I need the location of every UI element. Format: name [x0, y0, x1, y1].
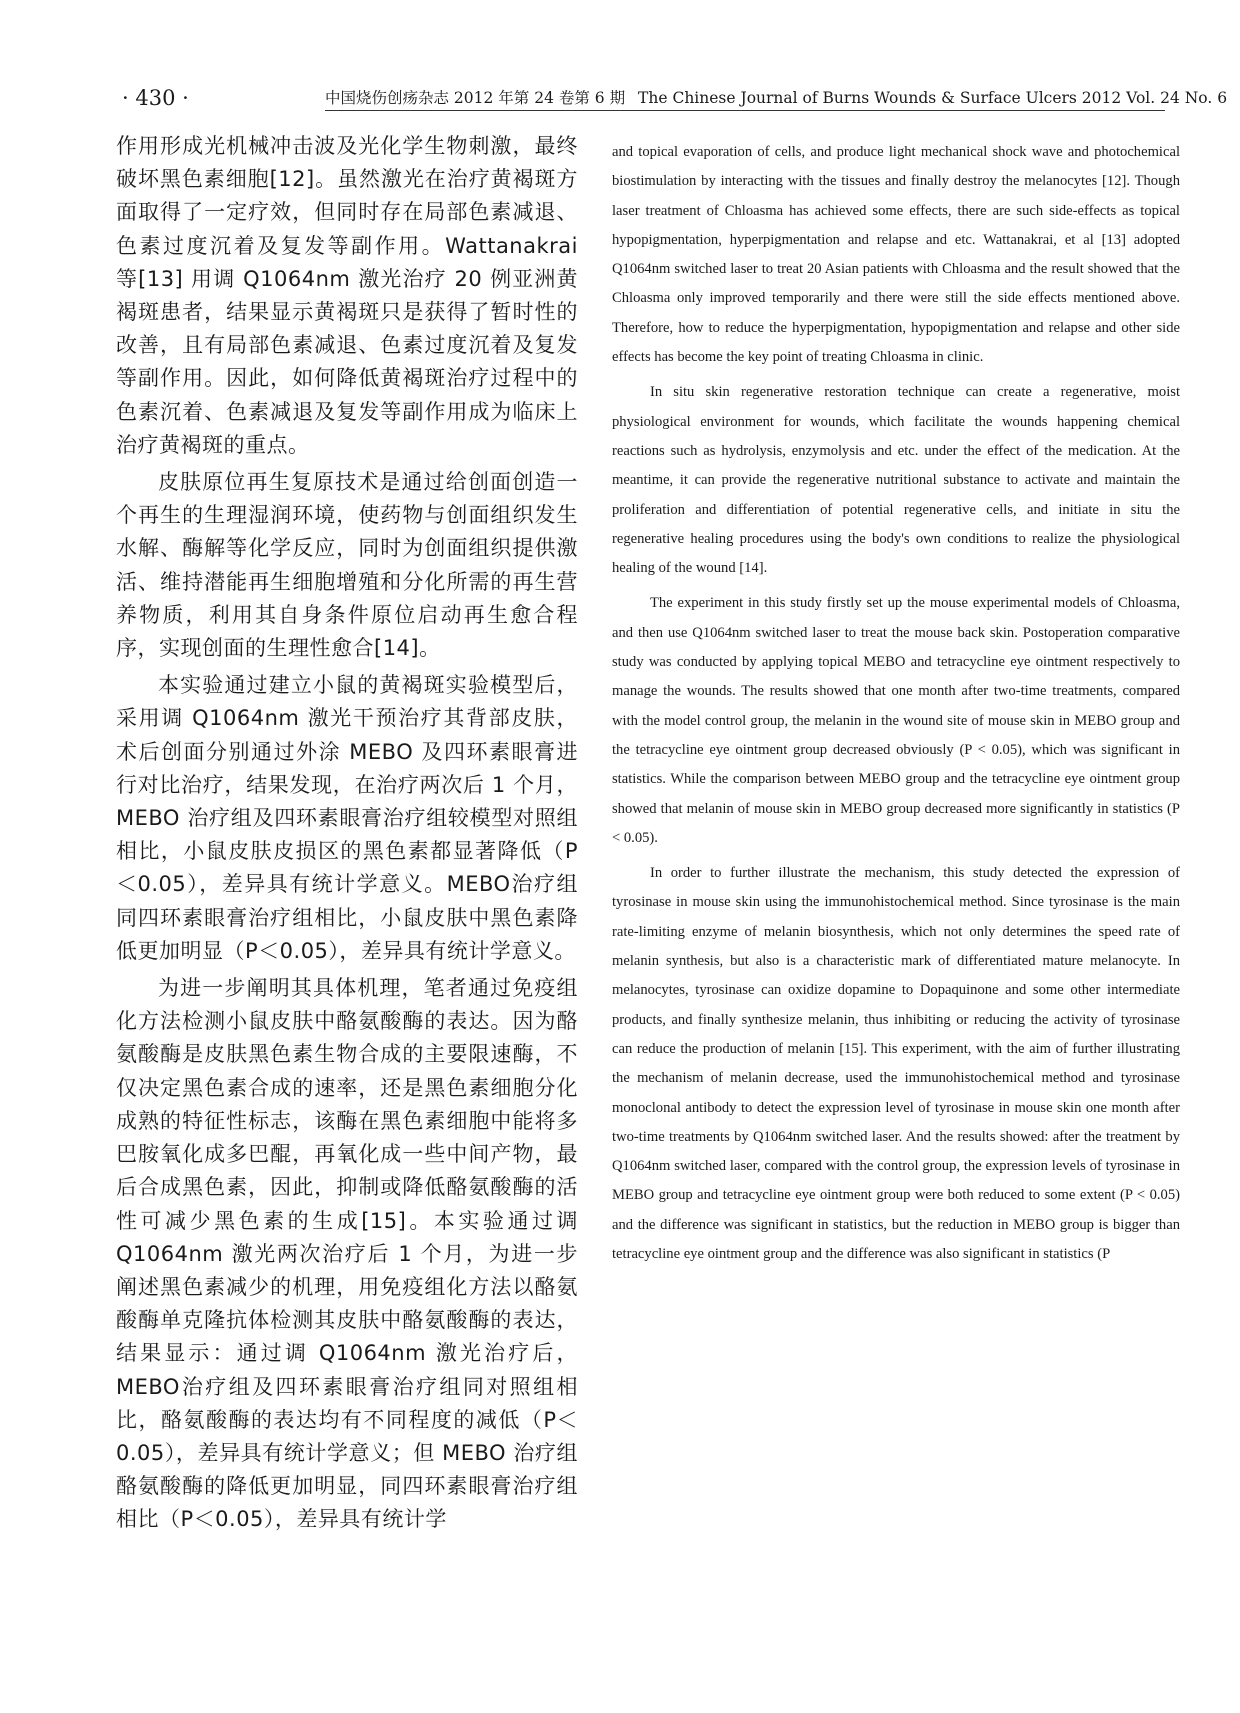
paragraph: In order to further illustrate the mechanism, this study detected the expression of tyrosinase in mouse skin using the immunohistochemical method. Since tyrosinase is the main rate-limiting enzyme of melanin biosynthesis, which not only determines the speed rate of melanin synthesis, but also is a characteristic mark of differentiated mature melanocyte. In melanocytes, tyrosinase can oxidize dopamine to Dopaquinone and some other intermediate products, and finally synthesize melanin, thus inhibiting or reducing the activity of tyrosinase can reduce the production of melanin [15]. This experiment, with the aim of further illustrating the mechanism of melanin decrease, used the immunohistochemical method and tyrosinase monoclonal antibody to detect the expression level of tyrosinase in mouse skin one month after two-time treatments by Q1064nm switched laser. And the results showed: after the treatment by Q1064nm switched laser, compared with the control group, the expression levels of tyrosinase in MEBO group and tetracycline eye ointment group were both reduced to some extent (P < 0.05) and the difference was significant in statistics, but the reduction in MEBO group is bigger than tetracycline eye ointment group and the difference was also significant in statistics (P — [612, 865, 1180, 1262]
right-column-english — [612, 138, 1180, 1275]
paragraph: and topical evaporation of cells, and produce light mechanical shock wave and photochemical biostimulation by interacting with the tissues and finally destroy the melanocytes [12]. Though laser treatment of Chloasma has achieved some effects, there are such side-effects as topical hypopigmentation, hyperpigmentation and relapse and etc. Wattanakrai, et al [13] adopted Q1064nm switched laser to treat 20 Asian patients with Chloasma and the result showed that the Chloasma only improved temporarily and there were still the side effects mentioned above. Therefore, how to reduce the hyperpigmentation, hypopigmentation and relapse and other side effects has become the key point of treating Chloasma in clinic. — [612, 144, 1180, 366]
paragraph: 作用形成光机械冲击波及光化学生物刺激，最终破坏黑色素细胞[12]。虽然激光在治疗黄褐斑方面取得了一定疗效，但同时存在局部色素减退、色素过度沉着及复发等副作用。Wattanakrai 等[13] 用调 Q1064nm 激光治疗 20 例亚洲黄褐斑患者，结果显示黄褐斑只是获得了暂时性的改善，且有局部色素减退、色素过度沉着及复发等副作用。因此，如何降低黄褐斑治疗过程中的色素沉着、色素减退及复发等副作用成为临床上治疗黄褐斑的重点。 — [116, 134, 578, 457]
journal-title-cn: 中国烧伤创疡杂志 2012 年第 24 卷第 6 期 — [325, 89, 626, 107]
paragraph: 为进一步阐明其具体机理，笔者通过免疫组化方法检测小鼠皮肤中酪氨酸酶的表达。因为酪氨酸酶是皮肤黑色素生物合成的主要限速酶，不仅决定黑色素合成的速率，还是黑色素细胞分化成熟的特征性标志，该酶在黑色素细胞中能将多巴胺氧化成多巴醌，再氧化成一些中间产物，最后合成黑色素，因此，抑制或降低酪氨酸酶的活性可减少黑色素的生成[15]。本实验通过调 Q1064nm 激光两次治疗后 1 个月，为进一步阐述黑色素减少的机理，用免疫组化方法以酪氨酸酶单克隆抗体检测其皮肤中酪氨酸酶的表达，结果显示：通过调 Q1064nm 激光治疗后，MEBO治疗组及四环素眼膏治疗组同对照组相比，酪氨酸酶的表达均有不同程度的减低（P＜0.05），差异具有统计学意义；但 MEBO 治疗组酪氨酸酶的降低更加明显，同四环素眼膏治疗组相比（P＜0.05），差异具有统计学 — [116, 976, 578, 1532]
left-column-chinese — [116, 130, 578, 1541]
page-number: · 430 · — [122, 86, 189, 110]
paragraph: 皮肤原位再生复原技术是通过给创面创造一个再生的生理湿润环境，使药物与创面组织发生水解、酶解等化学反应，同时为创面组织提供激活、维持潜能再生细胞增殖和分化所需的再生营养物质，利用其自身条件原位启动再生愈合程序，实现创面的生理性愈合[14]。 — [116, 470, 578, 661]
running-header — [325, 86, 1228, 111]
paragraph: In situ skin regenerative restoration technique can create a regenerative, moist physiological environment for wounds, which facilitate the wounds happening chemical reactions such as hydrolysis, enzymolysis and etc. under the effect of the medication. At the meantime, it can provide the regenerative nutritional substance to activate and maintain the proliferation and differentiation of potential regenerative cells, and initiate in situ the regenerative healing procedures using the body's own conditions to realize the physiological healing of the wound [14]. — [612, 384, 1180, 577]
journal-title-en: The Chinese Journal of Burns Wounds & Surface Ulcers 2012 Vol. 24 No. 6 — [638, 89, 1228, 107]
paragraph: 本实验通过建立小鼠的黄褐斑实验模型后，采用调 Q1064nm 激光干预治疗其背部皮肤，术后创面分别通过外涂 MEBO 及四环素眼膏进行对比治疗，结果发现，在治疗两次后 1 个月，MEBO 治疗组及四环素眼膏治疗组较模型对照组相比，小鼠皮肤皮损区的黑色素都显著降低（P＜0.05），差异具有统计学意义。MEBO治疗组同四环素眼膏治疗组相比，小鼠皮肤中黑色素降低更加明显（P＜0.05），差异具有统计学意义。 — [116, 673, 578, 963]
paragraph: The experiment in this study firstly set up the mouse experimental models of Chloasma, and then use Q1064nm switched laser to treat the mouse back skin. Postoperation comparative study was conducted by applying topical MEBO and tetracycline eye ointment respectively to manage the wounds. The results showed that one month after two-time treatments, compared with the model control group, the melanin in the wound site of mouse skin in MEBO group and the tetracycline eye ointment group decreased obviously (P < 0.05), which was significant in statistics. While the comparison between MEBO group and the tetracycline eye ointment group showed that melanin of mouse skin in MEBO group decreased more significantly in statistics (P < 0.05). — [612, 595, 1180, 846]
